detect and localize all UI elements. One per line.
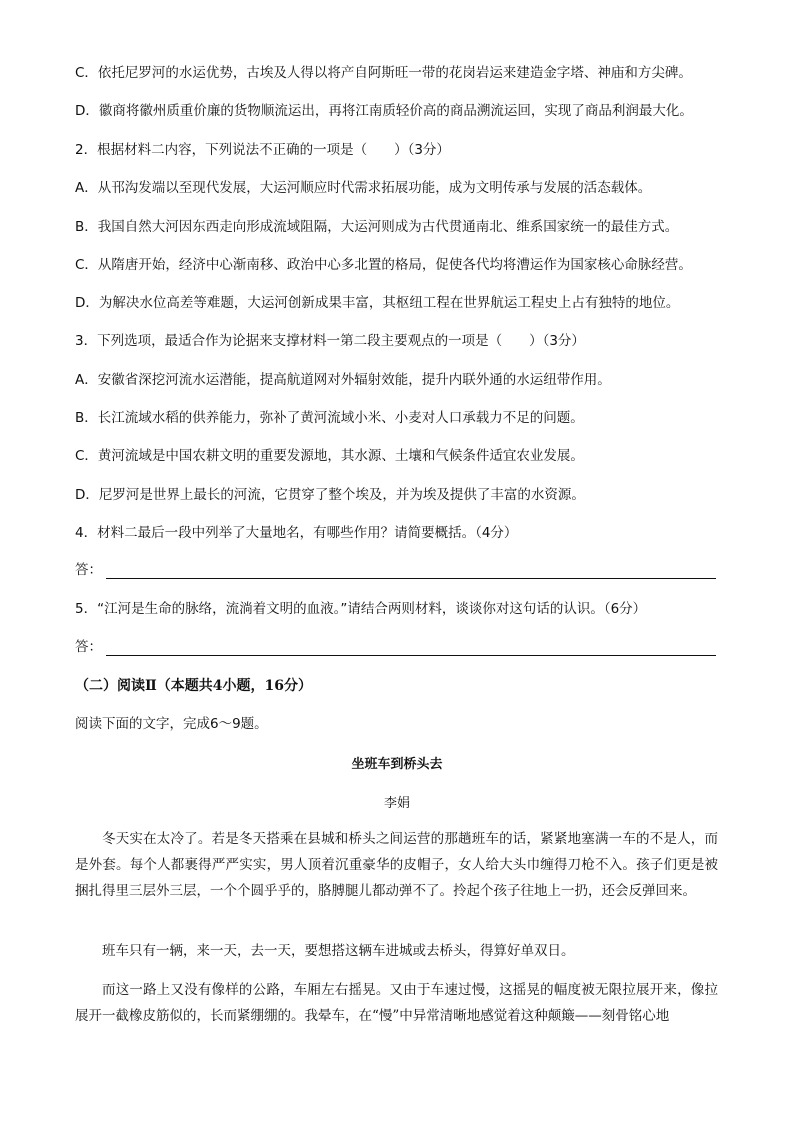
q2-option-d: D．为解决水位高差等难题，大运河创新成果丰富，其枢纽工程在世界航运工程史上占有独特的地位。 (75, 295, 680, 311)
section-instruction: 阅读下面的文字，完成6～9题。 (75, 716, 268, 732)
q2-option-a: A．从邗沟发端以至现代发展，大运河顺应时代需求拓展功能，成为文明传承与发展的活态载体。 (75, 180, 652, 196)
story-title: 坐班车到桥头去 (351, 757, 443, 772)
q3-option-b: B．长江流域水稻的供养能力，弥补了黄河流域小米、小麦对人口承载力不足的问题。 (75, 410, 584, 426)
q4-answer-rule[interactable] (106, 562, 716, 579)
section-heading: （二）阅读Ⅱ（本题共4小题，16分） (75, 678, 313, 694)
q5-answer-line[interactable] (75, 638, 716, 656)
q4-answer-line[interactable] (75, 561, 716, 579)
q1-option-c: C．依托尼罗河的水运优势，古埃及人得以将产自阿斯旺一带的花岗岩运来建造金字塔、神庙和方尖碑。 (75, 65, 692, 81)
q3-option-c: C．黄河流域是中国农耕文明的重要发源地，其水源、土壤和气候条件适宜农业发展。 (75, 448, 584, 464)
q4-answer-label: 答： (75, 562, 102, 578)
q2-stem: 2．根据材料二内容，下列说法不正确的一项是（ ）（3分） (75, 142, 450, 158)
story-paragraph-2: 班车只有一辆，来一天，去一天，要想搭这辆车进城或去桥头，得算好单双日。 (102, 943, 575, 959)
q5-stem: 5．“江河是生命的脉络，流淌着文明的血液。”请结合两则材料，谈谈你对这句话的认识。（6分） (75, 601, 647, 617)
q2-option-c: C．从隋唐开始，经济中心渐南移、政治中心多北置的格局，促使各代均将漕运作为国家核心命脉经营。 (75, 257, 692, 273)
q5-answer-label: 答： (75, 639, 102, 655)
story-paragraph-1: 冬天实在太冷了。若是冬天搭乘在县城和桥头之间运营的那趟班车的话，紧紧地塞满一车的不是人，而是外套。每个人都裹得严严实实，男人顶着沉重豪华的皮帽子，女人给大头巾缠得刀枪不入。孩子们更是被捆扎得里三层外三层，一个个圆乎乎的，胳膊腿儿都动弹不了。拎起个孩子往地上一扔，还会反弹回来。 (75, 831, 718, 899)
q3-option-d: D．尼罗河是世界上最长的河流，它贯穿了整个埃及，并为埃及提供了丰富的水资源。 (75, 487, 585, 503)
q3-option-a: A．安徽省深挖河流水运潜能，提高航道网对外辐射效能，提升内联外通的水运纽带作用。 (75, 372, 611, 388)
q2-option-b: B．我国自然大河因东西走向形成流域阻隔，大运河则成为古代贯通南北、维系国家统一的最佳方式。 (75, 219, 679, 235)
story-author: 李娟 (383, 796, 410, 811)
q4-stem: 4．材料二最后一段中列举了大量地名，有哪些作用？请简要概括。（4分） (75, 525, 518, 541)
q3-stem: 3．下列选项，最适合作为论据来支撑材料一第二段主要观点的一项是（ ）（3分） (75, 333, 585, 349)
story-paragraph-3: 而这一路上又没有像样的公路，车厢左右摇晃。又由于车速过慢，这摇晃的幅度被无限拉展开来，像拉展开一截橡皮筋似的，长而紧绷绷的。我晕车，在“慢”中异常清晰地感觉着这种颠簸——刻骨铭心地 (75, 982, 718, 1024)
q5-answer-rule[interactable] (106, 639, 716, 656)
q1-option-d: D．徽商将徽州质重价廉的货物顺流运出，再将江南质轻价高的商品溯流运回，实现了商品利润最大化。 (75, 103, 693, 119)
